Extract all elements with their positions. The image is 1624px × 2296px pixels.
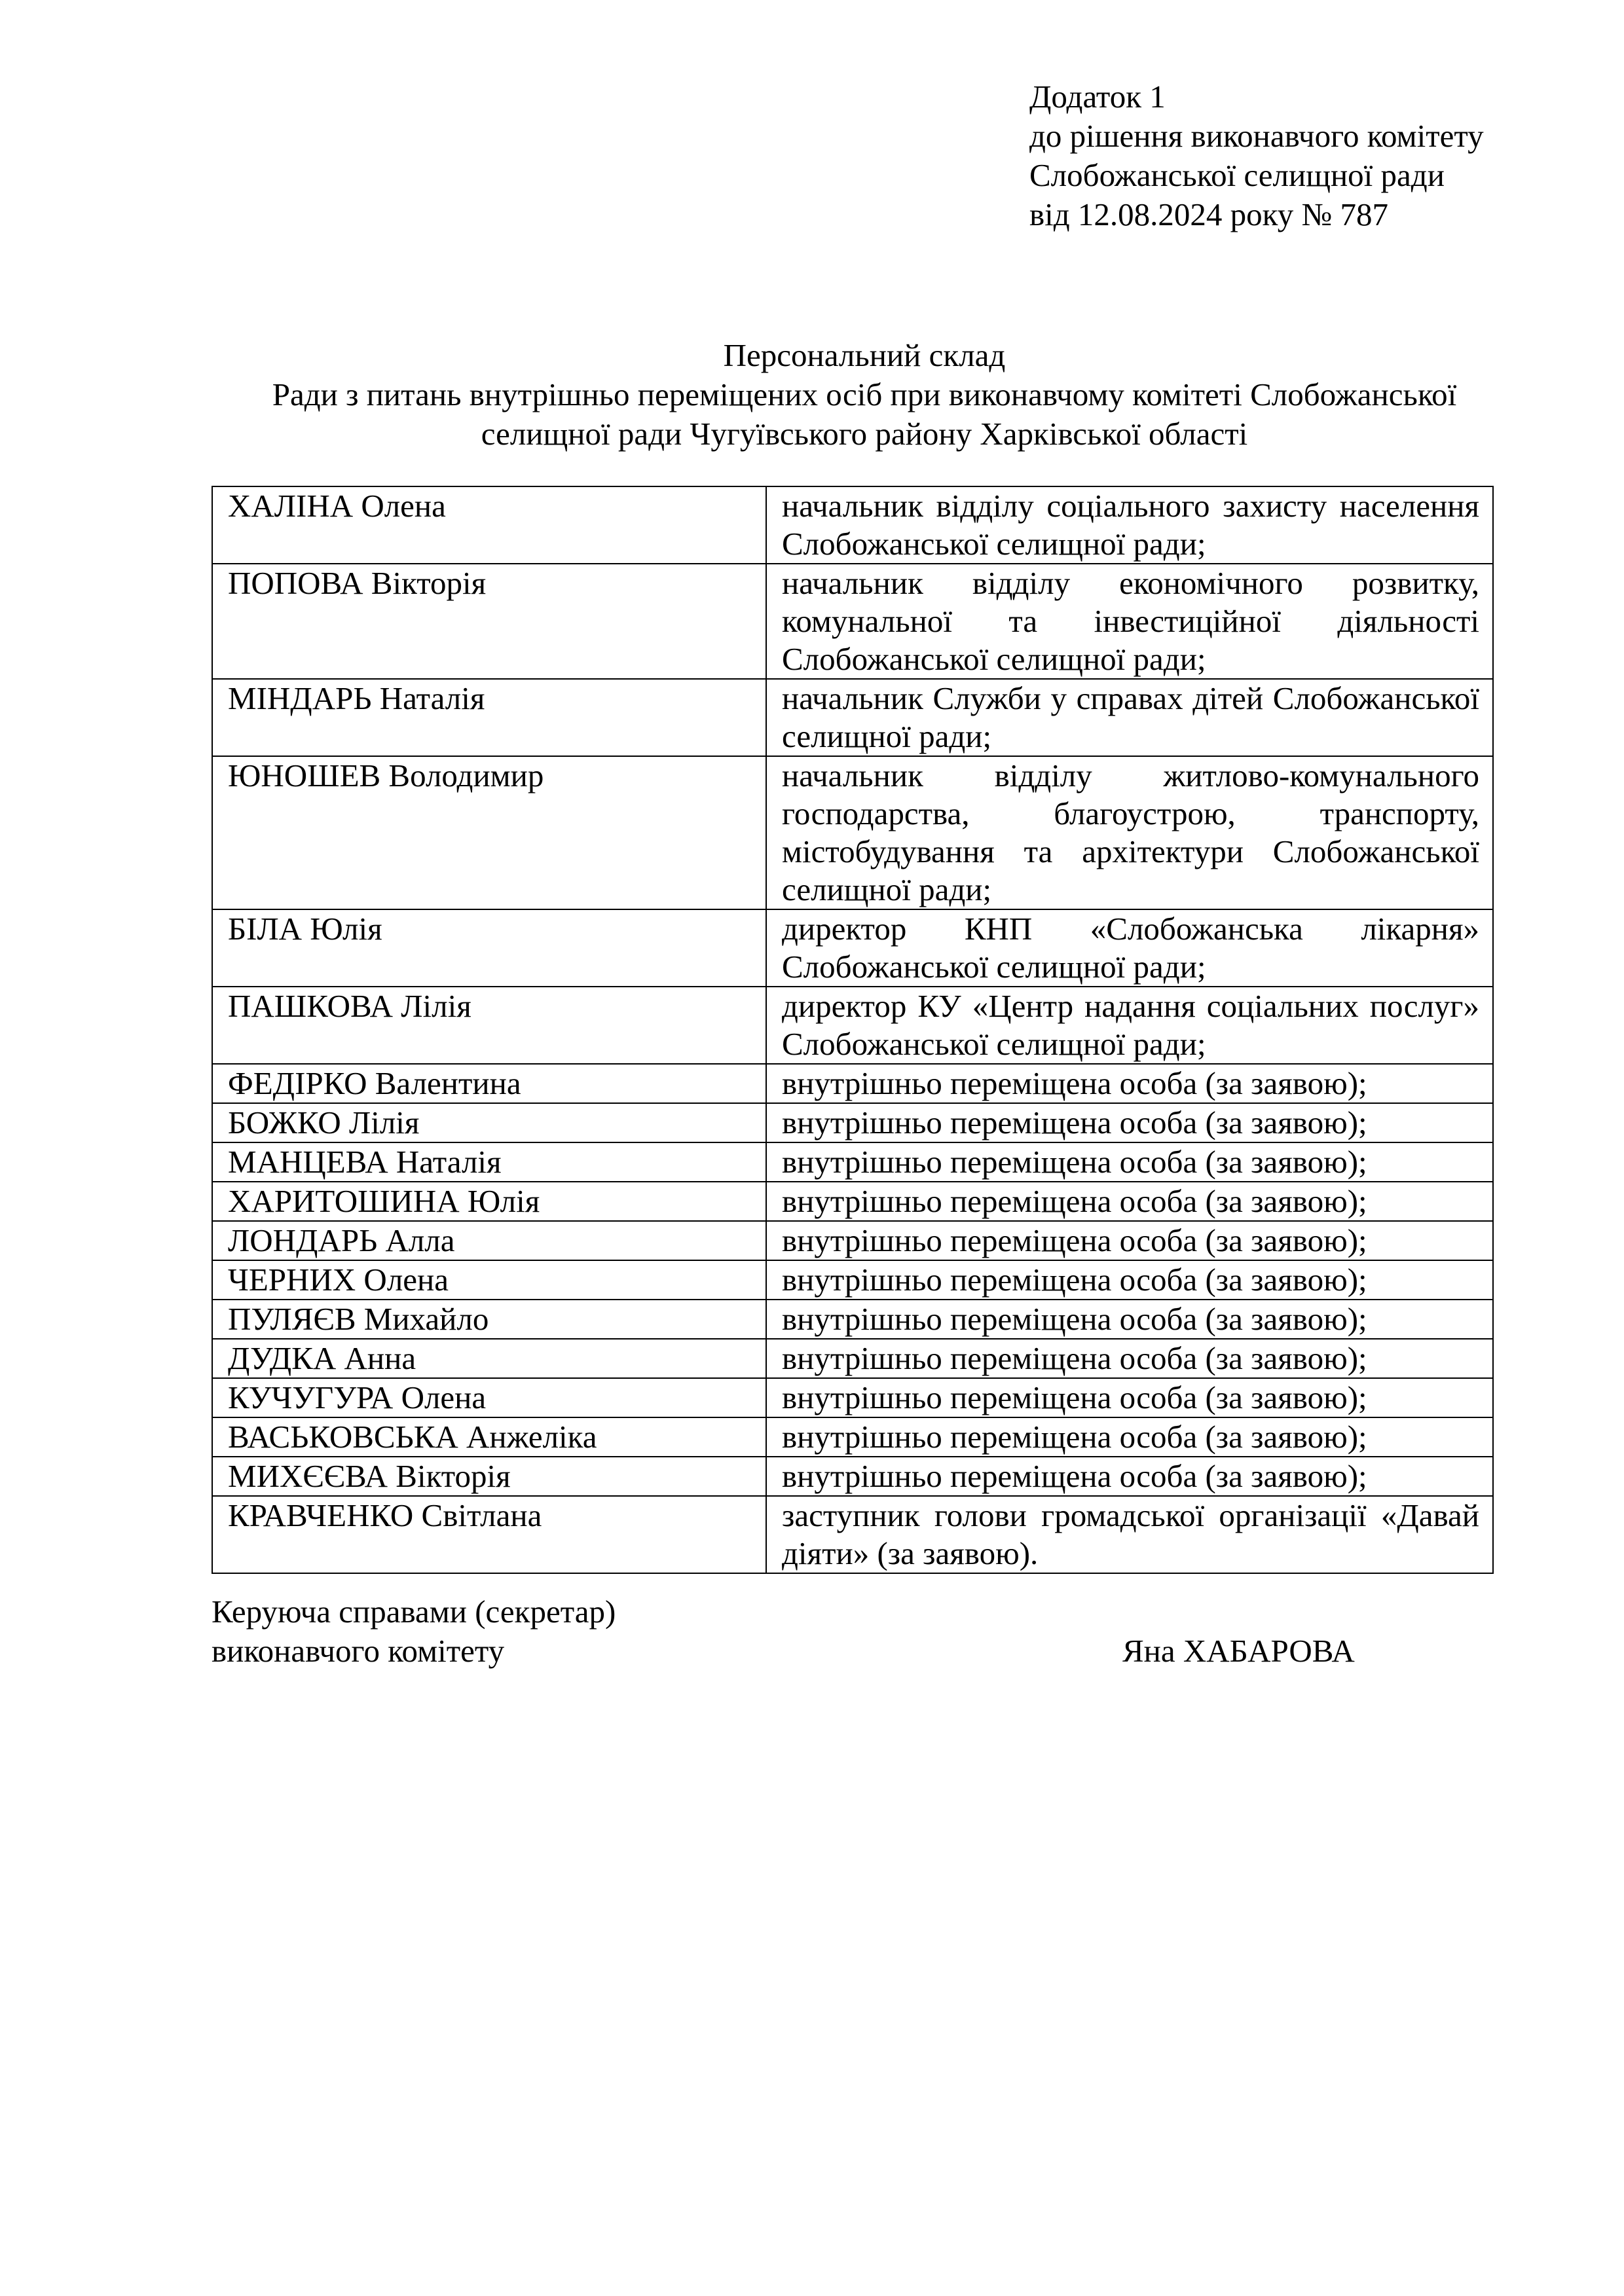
table-row: [212, 564, 1493, 679]
member-name: ХАРИТОШИНА Юлія: [212, 1182, 766, 1221]
table-row: [212, 1300, 1493, 1339]
member-name: ПАШКОВА Лілія: [212, 987, 766, 1064]
table-row: [212, 1260, 1493, 1300]
member-role: внутрішньо переміщена особа (за заявою);: [766, 1339, 1493, 1378]
table-row: [212, 679, 1493, 756]
member-name: БОЖКО Лілія: [212, 1103, 766, 1142]
annex-block: [1029, 77, 1593, 234]
member-role: внутрішньо переміщена особа (за заявою);: [766, 1260, 1493, 1300]
table-row: [212, 1182, 1493, 1221]
member-name: ПОПОВА Вікторія: [212, 564, 766, 679]
members-table-body: [212, 486, 1493, 1573]
annex-date: від 12.08.2024 року № 787: [1029, 196, 1389, 232]
members-table: [212, 486, 1494, 1574]
member-name: ЛОНДАРЬ Алла: [212, 1221, 766, 1260]
table-row: [212, 486, 1493, 564]
table-row: [212, 756, 1493, 909]
table-row: [212, 1496, 1493, 1573]
member-name: ХАЛІНА Олена: [212, 486, 766, 564]
member-role: внутрішньо переміщена особа (за заявою);: [766, 1221, 1493, 1260]
member-name: ЮНОШЕВ Володимир: [212, 756, 766, 909]
member-role: внутрішньо переміщена особа (за заявою);: [766, 1142, 1493, 1182]
member-role: внутрішньо переміщена особа (за заявою);: [766, 1378, 1493, 1417]
table-row: [212, 987, 1493, 1064]
table-row: [212, 1221, 1493, 1260]
member-name: ЧЕРНИХ Олена: [212, 1260, 766, 1300]
annex-number: Додаток 1: [1029, 79, 1166, 115]
member-name: ВАСЬКОВСЬКА Анжеліка: [212, 1417, 766, 1457]
table-row: [212, 909, 1493, 987]
annex-reference: до рішення виконавчого комітету: [1029, 118, 1484, 154]
table-row: [212, 1457, 1493, 1496]
member-role: внутрішньо переміщена особа (за заявою);: [766, 1300, 1493, 1339]
member-role: внутрішньо переміщена особа (за заявою);: [766, 1103, 1493, 1142]
member-role: внутрішньо переміщена особа (за заявою);: [766, 1457, 1493, 1496]
table-row: [212, 1142, 1493, 1182]
member-role: начальник відділу економічного розвитку, комунальної та інвестиційної діяльності Слобожанської селищної ради;: [766, 564, 1493, 679]
signature-position-line-2: виконавчого комітету: [212, 1633, 505, 1669]
title-line-2: Ради з питань внутрішньо переміщених осіб при виконавчому комітеті Слобожанської: [272, 376, 1457, 412]
member-name: ПУЛЯЄВ Михайло: [212, 1300, 766, 1339]
signature-position-line-1: Керуюча справами (секретар): [212, 1594, 616, 1630]
member-role: директор КНП «Слобожанська лікарня» Слобожанської селищної ради;: [766, 909, 1493, 987]
member-role: директор КУ «Центр надання соціальних послуг» Слобожанської селищної ради;: [766, 987, 1493, 1064]
member-role: начальник відділу соціального захисту населення Слобожанської селищної ради;: [766, 486, 1493, 564]
member-name: МАНЦЕВА Наталія: [212, 1142, 766, 1182]
table-row: [212, 1339, 1493, 1378]
annex-council: Слобожанської селищної ради: [1029, 157, 1445, 193]
member-name: ДУДКА Анна: [212, 1339, 766, 1378]
title-line-3: селищної ради Чугуївського району Харківської області: [481, 416, 1248, 452]
member-name: МІНДАРЬ Наталія: [212, 679, 766, 756]
title-line-1: Персональний склад: [723, 337, 1006, 373]
signature-block: [212, 1592, 1494, 1671]
member-role: внутрішньо переміщена особа (за заявою);: [766, 1417, 1493, 1457]
table-row: [212, 1103, 1493, 1142]
table-row: [212, 1378, 1493, 1417]
document-title: [118, 336, 1611, 454]
member-role: внутрішньо переміщена особа (за заявою);: [766, 1064, 1493, 1103]
member-name: ФЕДІРКО Валентина: [212, 1064, 766, 1103]
table-row: [212, 1417, 1493, 1457]
member-role: заступник голови громадської організації «Давай діяти» (за заявою).: [766, 1496, 1493, 1573]
member-role: начальник відділу житлово-комунального господарства, благоустрою, транспорту, містобудування та архітектури Слобожанської селищної ради;: [766, 756, 1493, 909]
member-role: начальник Служби у справах дітей Слобожанської селищної ради;: [766, 679, 1493, 756]
member-name: БІЛА Юлія: [212, 909, 766, 987]
signature-name: Яна ХАБАРОВА: [1122, 1633, 1355, 1669]
member-name: КУЧУГУРА Олена: [212, 1378, 766, 1417]
member-name: КРАВЧЕНКО Світлана: [212, 1496, 766, 1573]
member-name: МИХЄЄВА Вікторія: [212, 1457, 766, 1496]
table-row: [212, 1064, 1493, 1103]
member-role: внутрішньо переміщена особа (за заявою);: [766, 1182, 1493, 1221]
